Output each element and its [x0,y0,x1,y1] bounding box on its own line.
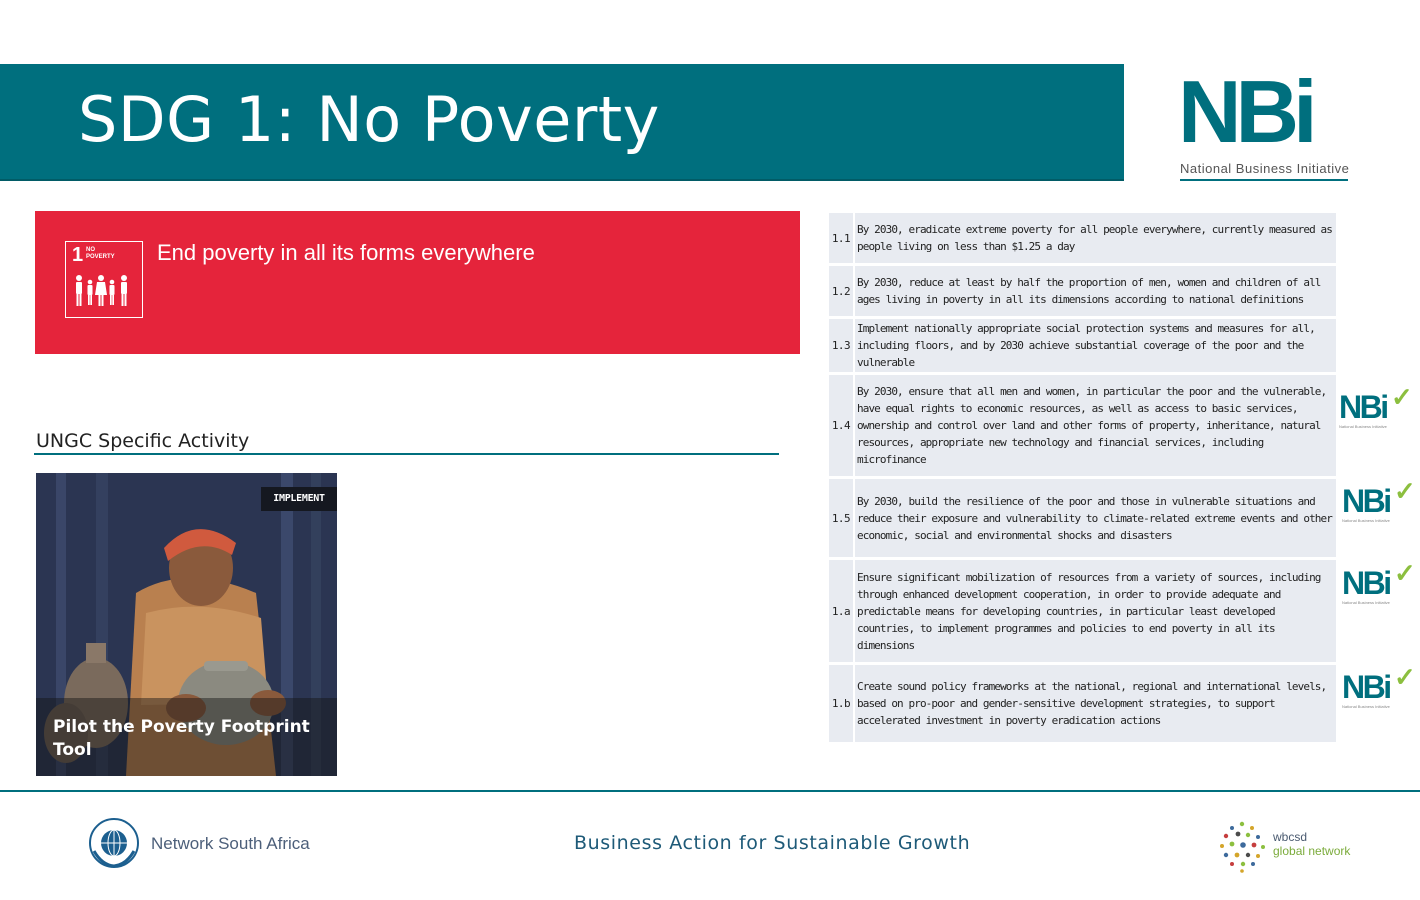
nbi-badge-letters: NBi [1342,483,1390,519]
target-row [829,479,1336,557]
nbi-badge-letters: NBi [1342,565,1390,601]
target-text: By 2030, ensure that all men and women, in particular the poor and the vulnerable, have equal rights to economic resources, as well as access to basic services, ownership and control over land and other forms of property, inheritance, natural resources, appropriate new technology and financial services, including microfinance [855,375,1336,476]
target-row [829,375,1336,476]
sdg-goal-number: 1 [72,244,84,266]
targets-table [829,213,1336,745]
target-text: By 2030, eradicate extreme poverty for all people everywhere, currently measured as people living on less than $1.25 a day [855,213,1336,263]
wbcsd-network: global network [1273,844,1351,858]
target-row [829,560,1336,662]
check-icon: ✓ [1394,476,1416,506]
check-icon: ✓ [1391,382,1413,412]
nbi-logo-subtitle: National Business Initiative [1180,161,1350,176]
implement-tag: IMPLEMENT [261,487,337,511]
target-row [829,266,1336,316]
target-text: Implement nationally appropriate social protection systems and measures for all, including floors, and by 2030 achieve substantial coverage of the poor and the vulnerable [855,319,1336,372]
check-icon: ✓ [1394,558,1416,588]
sdg-goal-short-name: NO POVERTY [86,247,115,260]
activity-photo[interactable] [36,473,337,776]
nbi-badge-subtitle: National Business Initiative [1342,518,1390,523]
target-number: 1.5 [829,479,853,557]
target-row [829,665,1336,742]
nbi-logo-letters: NBi [1178,62,1312,161]
check-icon: ✓ [1394,662,1416,692]
target-number: 1.b [829,665,853,742]
target-text: By 2030, build the resilience of the poor and those in vulnerable situations and reduce their exposure and vulnerability to climate-related extreme events and other economic, social and environmental shocks and disasters [855,479,1336,557]
nbi-badge-target-1-5 [1342,476,1420,528]
un-global-compact-emblem [88,817,140,869]
nbi-badge-letters: NBi [1342,669,1390,705]
target-number: 1.a [829,560,853,662]
footer-tagline: Business Action for Sustainable Growth [574,832,971,854]
global-compact-network: Network South Africa [151,834,310,853]
nbi-badge-subtitle: National Business Initiative [1342,600,1390,605]
wbcsd-wordmark [1273,830,1350,858]
activity-section-label: UNGC Specific Activity [36,430,250,452]
wbcsd-dots-logo [1216,818,1268,874]
family-icon [74,274,134,310]
nbi-logo [1178,62,1350,184]
nbi-badge-letters: NBi [1339,389,1387,425]
activity-divider [34,453,779,455]
nbi-logo-underline [1180,179,1348,181]
page-title: SDG 1: No Poverty [78,83,660,156]
target-number: 1.1 [829,213,853,263]
target-row [829,319,1336,372]
target-number: 1.2 [829,266,853,316]
target-text: Ensure significant mobilization of resources from a variety of sources, including through enhanced development cooperation, in order to provide adequate and predictable means for developing countries, in particular least developed countries, to implement programmes and policies to end poverty in all its dimensions [855,560,1336,662]
target-row [829,213,1336,263]
target-number: 1.3 [829,319,853,372]
nbi-badge-target-1-4 [1339,382,1419,434]
footer-divider [0,790,1420,792]
nbi-badge-subtitle: National Business Initiative [1339,424,1387,429]
target-text: By 2030, reduce at least by half the proportion of men, women and children of all ages living in poverty in all its dimensions according to national definitions [855,266,1336,316]
activity-caption: Pilot the Poverty Footprint Tool [53,717,310,760]
goal-card [35,211,800,354]
target-text: Create sound policy frameworks at the national, regional and international levels, based on pro-poor and gender-sensitive development strategies, to support accelerated investment in poverty eradication actions [855,665,1336,742]
nbi-badge-subtitle: National Business Initiative [1342,704,1390,709]
target-number: 1.4 [829,375,853,476]
nbi-badge-target-1-a [1342,558,1420,610]
wbcsd-name: wbcsd [1273,830,1308,844]
nbi-badge-target-1-b [1342,662,1420,714]
goal-headline: End poverty in all its forms everywhere [157,240,535,265]
